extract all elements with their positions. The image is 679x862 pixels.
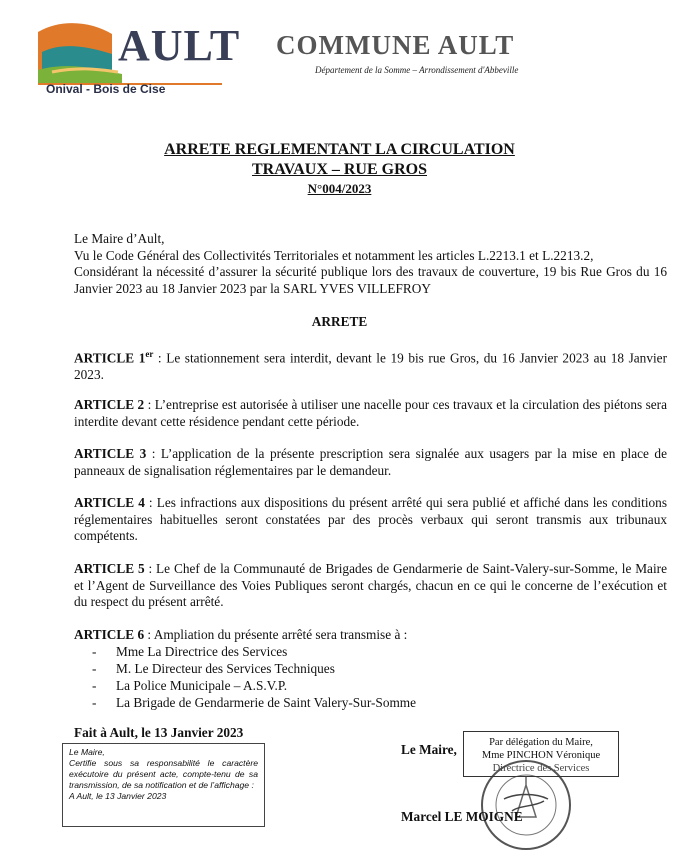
article-text: : L’entreprise est autorisée à utiliser une nacelle pour ces travaux et la circulation des piétons sera interdite devant cette résidence pendant cette période. — [74, 397, 667, 429]
maire-label: Le Maire, — [401, 742, 457, 757]
article-text: : Le Chef de la Communauté de Brigades de Gendarmerie de Saint-Valery-sur-Somme, le Maire et l’Agent de Surveillance des Voies Publiques seront chargés, chacun en ce qui le concerne de l’exécution et du respect du présent arrêté. — [74, 561, 667, 609]
delegation-line: Mme PINCHON Véronique — [481, 750, 601, 761]
article-label: ARTICLE 3 — [74, 446, 147, 461]
article-text: : Les infractions aux dispositions du présent arrêté qui sera publié et affiché dans les conditions réglementaires habituelles seront constatées par des procès verbaux qui seront transmis aux tribunaux compétents. — [74, 495, 667, 543]
list-item: - La Police Municipale – A.S.V.P. — [92, 677, 416, 694]
delegation-box — [463, 731, 619, 777]
document-number: N°004/2023 — [307, 181, 372, 196]
article-label: ARTICLE 2 — [74, 397, 145, 412]
document-title-line2: TRAVAUX – RUE GROS — [252, 161, 427, 178]
article-label: ARTICLE 5 — [74, 561, 145, 576]
certification-line: Le Maire, — [69, 747, 105, 757]
intro-line: Vu le Code Général des Collectivités Territoriales et notamment les articles L.2213.1 et L.2213.2, — [74, 247, 594, 263]
article-label: ARTICLE 4 — [74, 495, 145, 510]
article-2 — [74, 397, 667, 430]
document-title-line1: ARRETE REGLEMENTANT LA CIRCULATION — [164, 141, 515, 158]
certification-box — [62, 743, 265, 827]
list-item: - Mme La Directrice des Services — [92, 643, 416, 660]
recipient-list — [92, 643, 416, 711]
delegation-line: Directrice des Services — [492, 763, 590, 774]
article-label: ARTICLE 1 — [74, 350, 146, 366]
article-5 — [74, 561, 667, 611]
article-3 — [74, 446, 667, 479]
article-4 — [74, 495, 667, 545]
certification-line: A Ault, le 13 Janvier 2023 — [69, 791, 167, 801]
logo-subtitle: Onival - Bois de Cise — [46, 82, 166, 96]
logo-word: AULT — [118, 21, 241, 70]
article-text: : L’application de la présente prescription sera signalée aux usagers par la mise en place de panneaux de signalisation réglementaires par le demandeur. — [74, 446, 667, 478]
article-text: : Ampliation du présente arrêté sera transmise à : — [144, 627, 408, 642]
list-item: - M. Le Directeur des Services Techniques — [92, 660, 416, 677]
arrete-heading: ARRETE — [311, 314, 368, 329]
commune-subtitle: Département de la Somme – Arrondissement d'Abbeville — [315, 65, 519, 75]
commune-logo — [32, 12, 241, 102]
list-item: - La Brigade de Gendarmerie de Saint Valery-Sur-Somme — [92, 694, 416, 711]
delegation-line: Par délégation du Maire, — [489, 737, 593, 748]
fait-a-ault: Fait à Ault, le 13 Janvier 2023 — [74, 725, 244, 740]
certification-line: Certifie sous sa responsabilité le caractère exécutoire du présent acte, compte-tenu de sa transmission, de sa notification et de l’affichage : — [69, 758, 258, 790]
intro-line: Le Maire d’Ault, — [74, 231, 165, 246]
signer-name: Marcel LE MOIGNE — [401, 809, 523, 824]
article-sup: er — [145, 349, 154, 359]
article-label: ARTICLE 6 — [74, 627, 145, 642]
article-text: : Le stationnement sera interdit, devant le 19 bis rue Gros, du 16 Janvier 2023 au 18 Janvier 2023. — [74, 350, 667, 382]
commune-title: COMMUNE AULT — [276, 30, 515, 60]
article-1 — [74, 346, 667, 383]
intro-block — [74, 231, 667, 297]
article-6 — [74, 627, 667, 644]
intro-line: Considérant la nécessité d’assurer la sécurité publique lors des travaux de couverture, 19 bis Rue Gros du 16 Janvier 2023 au 18 Janvier 2023 par la SARL YVES VILLEFROY — [74, 264, 667, 296]
